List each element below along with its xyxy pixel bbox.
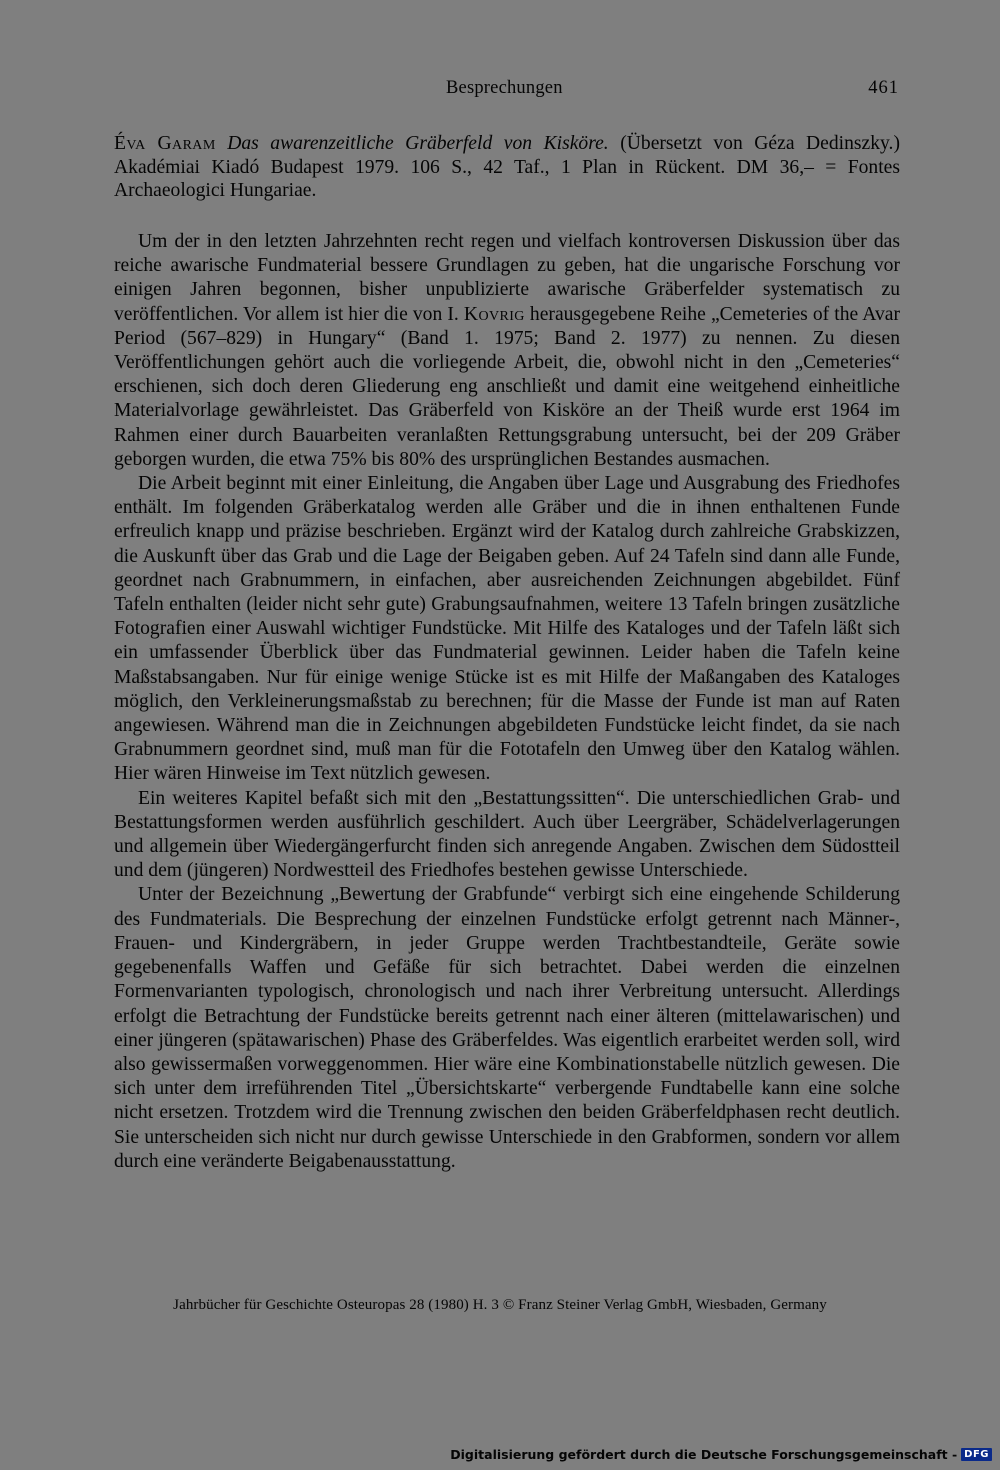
page-number: 461 (868, 78, 899, 98)
citation-details: (Übersetzt von Géza Dedinszky.) Akadémiai Kiadó Budapest 1979. 106 S., 42 Taf., 1 Plan in Rückent. DM 36,– = Fontes Archaeologici Hungariae. (114, 133, 900, 201)
paragraph-2: Die Arbeit beginnt mit einer Einleitung, die Angaben über Lage und Ausgrabung des Friedhofes enthält. Im folgenden Gräberkatalog werden alle Gräber und die in ihnen enthaltenen Funde erfreulich knapp und präzise beschrieben. Ergänzt wird der Katalog durch zahlreiche Grabskizzen, die Auskunft über das Grab und die Lage der Beigaben geben. Auf 24 Tafeln sind dann alle Funde, geordnet nach Grabnummern, in einfachen, aber ausreichenden Zeichnungen abgebildet. Fünf Tafeln enthalten (leider nicht sehr gute) Grabungsaufnahmen, weitere 13 Tafeln bringen zusätzliche Fotografien einer Auswahl wichtiger Fundstücke. Mit Hilfe des Kataloges und der Tafeln läßt sich ein umfassender Überblick über das Fundmaterial gewinnen. Leider haben die Tafeln keine Maßstabsangaben. Nur für einige wenige Stücke ist es mit Hilfe der Maßangaben des Kataloges möglich, den Verkleinerungsmaßstab zu berechnen; für die Masse der Funde ist man auf Raten angewiesen. Während man die in Zeichnungen abgebildeten Fundstücke leicht findet, da sie nach Grabnummern geordnet sind, muß man für die Fototafeln den Umweg über den Katalog wählen. Hier wären Hinweise im Text nützlich gewesen. (114, 473, 900, 785)
digitization-note (450, 1447, 992, 1462)
review-citation (114, 132, 900, 203)
paragraph-1 (114, 230, 900, 472)
journal-footer: Jahrbücher für Geschichte Osteuropas 28 (1980) H. 3 © Franz Steiner Verlag GmbH, Wiesbaden, Germany (173, 1297, 827, 1313)
paragraph-1-part-b: herausgegebene Reihe „Cemeteries of the Avar Period (567–829) in Hungary“ (Band 1. 1975; Band 2. 1977) zu nennen. Zu diesen Veröffentlichungen gehört auch die vorliegende Arbeit, die, obwohl nicht in den „Cemeteries“ erschienen, sich doch deren Gliederung eng anschließt und damit eine weitgehend einheitliche Materialvorlage gewährleistet. Das Gräberfeld von Kisköre an der Theiß wurde erst 1964 im Rahmen einer durch Bauarbeiten veranlaßten Rettungsgrabung untersucht, bei der 209 Gräber geborgen wurden, die etwa 75% bis 80% des ursprünglichen Bestandes ausmachen. (114, 303, 900, 470)
paragraph-1-name: Kovrig (463, 303, 525, 325)
citation-title: Das awarenzeitliche Gräberfeld von Kisköre. (227, 133, 609, 154)
running-title: Besprechungen (446, 78, 563, 98)
paragraph-3: Ein weiteres Kapitel befaßt sich mit den „Bestattungssitten“. Die unterschiedlichen Grab- und Bestattungsformen werden ausführlich geschildert. Auch über Leergräber, Schädelverlagerungen und allgemein über Wiedergängerfurcht finden sich anregende Angaben. Zwischen dem Südostteil und dem (jüngeren) Nordwestteil des Friedhofes bestehen gewisse Unterschiede. (114, 787, 900, 882)
paragraph-4: Unter der Bezeichnung „Bewertung der Grabfunde“ verbirgt sich eine eingehende Schilderung des Fundmaterials. Die Besprechung der einzelnen Fundstücke erfolgt getrennt nach Männer-, Frauen- und Kindergräbern, in jeder Gruppe werden Trachtbestandteile, Geräte sowie gegebenenfalls Waffen und Gefäße für sich betrachtet. Dabei werden die einzelnen Formenvarianten typologisch, chronologisch und nach ihrer Verbreitung untersucht. Allerdings erfolgt die Betrachtung der Fundstücke bereits getrennt nach einer älteren (mittelawarischen) und einer jüngeren (spätawarischen) Phase des Gräberfeldes. Was eigentlich erarbeitet werden soll, wird also gewissermaßen vorweggenommen. Hier wäre eine Kombinationstabelle nützlich gewesen. Die sich unter dem irreführenden Titel „Übersichtskarte“ verbergende Fundtabelle kann eine solche nicht ersetzen. Trotzdem wird die Trennung zwischen den beiden Gräberfeldphasen recht deutlich. Sie unterscheiden sich nicht nur durch gewisse Unterschiede in den Grabformen, sondern vor allem durch eine veränderte Beigabenausstattung. (114, 884, 900, 1172)
review-body (114, 230, 900, 1174)
paragraph-1-part-a: Um der in den letzten Jahrzehnten recht regen und vielfach kontroversen Diskussion über das reiche awarische Fundmaterial bessere Grundlagen zu geben, hat die ungarische Forschung vor einigen Jahren begonnen, bisher unpublizierte awarische Gräberfelder systematisch zu veröffentlichen. Vor allem ist hier die von I. (114, 231, 900, 325)
running-header (114, 78, 899, 106)
citation-author: Éva Garam (114, 133, 216, 154)
dfg-logo-icon: DFG (961, 1448, 992, 1461)
digitization-text: Digitalisierung gefördert durch die Deutsche Forschungsgemeinschaft - (450, 1447, 958, 1462)
